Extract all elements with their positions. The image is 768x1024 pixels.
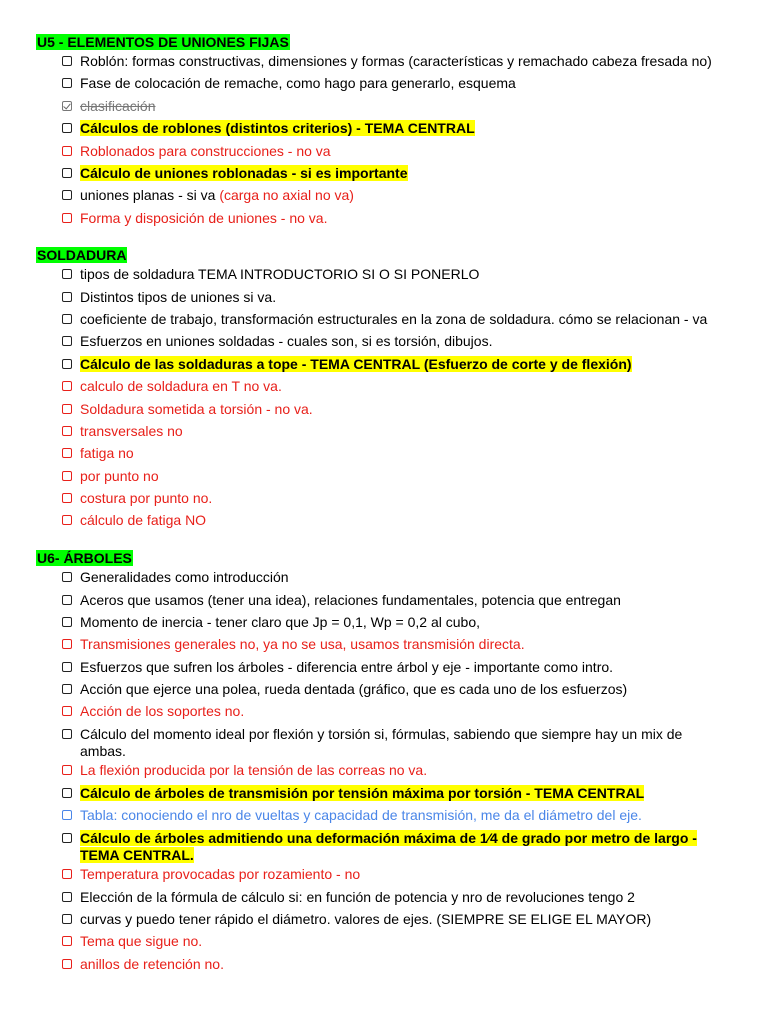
checklist-item-text bbox=[80, 933, 724, 950]
section-heading-text: U6- ÁRBOLES bbox=[37, 550, 132, 567]
checklist-item-text bbox=[80, 311, 724, 328]
checklist-item bbox=[0, 956, 768, 976]
checklist-item-text bbox=[80, 289, 724, 306]
item-text-segment: uniones planas - si va bbox=[80, 187, 220, 204]
checkbox[interactable] bbox=[62, 595, 72, 605]
checklist-item-text bbox=[80, 762, 724, 779]
checklist-item-text bbox=[80, 512, 724, 529]
section-heading bbox=[36, 549, 768, 568]
checklist-item-text bbox=[80, 98, 724, 115]
checklist-item-text bbox=[80, 889, 724, 906]
checkbox[interactable] bbox=[62, 706, 72, 716]
checkbox[interactable] bbox=[62, 833, 72, 843]
checklist-item-text bbox=[80, 614, 724, 631]
checklist-item bbox=[0, 785, 768, 805]
checklist-item bbox=[0, 762, 768, 782]
item-text-segment: Tabla: conociendo el nro de vueltas y capacidad de transmisión, me da el diámetro del eje. bbox=[80, 807, 642, 824]
checklist-item bbox=[0, 266, 768, 286]
item-text-segment: Cálculo de árboles admitiendo una deformación máxima de 1⁄4 de grado por metro de largo - TEMA CENTRAL. bbox=[80, 829, 697, 863]
checklist-item-text bbox=[80, 956, 724, 973]
checklist-item bbox=[0, 889, 768, 909]
section bbox=[0, 549, 768, 975]
checklist-item bbox=[0, 289, 768, 309]
item-text-segment: Acción de los soportes no. bbox=[80, 703, 245, 720]
checklist-item bbox=[0, 933, 768, 953]
checkbox[interactable] bbox=[62, 617, 72, 627]
item-text-segment: Forma y disposición de uniones - no va. bbox=[80, 209, 328, 226]
checkbox[interactable] bbox=[62, 314, 72, 324]
section-heading-text: SOLDADURA bbox=[37, 247, 127, 264]
checkbox[interactable] bbox=[62, 936, 72, 946]
checkbox[interactable] bbox=[62, 765, 72, 775]
checkbox[interactable] bbox=[62, 123, 72, 133]
checklist-item bbox=[0, 866, 768, 886]
item-text-segment: (carga no axial no va) bbox=[219, 187, 354, 204]
checkbox[interactable] bbox=[62, 662, 72, 672]
checklist-item-text bbox=[80, 356, 724, 373]
checklist-item-text bbox=[80, 445, 724, 462]
checkbox[interactable] bbox=[62, 78, 72, 88]
checkbox[interactable] bbox=[62, 515, 72, 525]
checklist-item-text bbox=[80, 785, 724, 802]
item-text-segment: Cálculos de roblones (distintos criterios) - TEMA CENTRAL bbox=[80, 120, 475, 137]
item-text-segment: transversales no bbox=[80, 422, 183, 439]
checklist-item bbox=[0, 187, 768, 207]
checklist-item bbox=[0, 98, 768, 118]
checklist-item-text bbox=[80, 703, 724, 720]
checklist-item-text bbox=[80, 569, 724, 586]
checklist-item-text bbox=[80, 468, 724, 485]
item-text-segment: Esfuerzos en uniones soldadas - cuales son, si es torsión, dibujos. bbox=[80, 333, 493, 350]
checkbox[interactable] bbox=[62, 190, 72, 200]
item-text-segment: cálculo de fatiga NO bbox=[80, 512, 207, 529]
checkbox[interactable] bbox=[62, 168, 72, 178]
checkbox[interactable] bbox=[62, 269, 72, 279]
checklist-item bbox=[0, 165, 768, 185]
checkbox[interactable] bbox=[62, 404, 72, 414]
item-text-segment: anillos de retención no. bbox=[80, 955, 224, 972]
checklist-item-text bbox=[80, 681, 724, 698]
section bbox=[0, 33, 768, 229]
checklist-item bbox=[0, 75, 768, 95]
checkbox[interactable] bbox=[62, 892, 72, 902]
checklist-item bbox=[0, 120, 768, 140]
checklist-item-text bbox=[80, 53, 724, 70]
checklist bbox=[0, 266, 768, 532]
checklist-item bbox=[0, 659, 768, 679]
checklist-item-text bbox=[80, 423, 724, 440]
checkbox[interactable] bbox=[62, 914, 72, 924]
checklist-item bbox=[0, 830, 768, 864]
checked-checkbox[interactable] bbox=[62, 101, 72, 111]
checkbox[interactable] bbox=[62, 426, 72, 436]
checkbox[interactable] bbox=[62, 381, 72, 391]
item-text-segment: Soldadura sometida a torsión - no va. bbox=[80, 400, 313, 417]
checklist-item-text bbox=[80, 333, 724, 350]
item-text-segment: Generalidades como introducción bbox=[80, 569, 289, 586]
checklist bbox=[0, 569, 768, 975]
item-text-segment: Cálculo de uniones roblonadas - si es importante bbox=[80, 164, 408, 181]
checklist-item-text bbox=[80, 490, 724, 507]
item-text-segment: Transmisiones generales no, ya no se usa, usamos transmisión directa. bbox=[80, 636, 525, 653]
section bbox=[0, 246, 768, 532]
section-heading-text: U5 - ELEMENTOS DE UNIONES FIJAS bbox=[37, 34, 289, 50]
item-text-segment: Cálculo de las soldaduras a tope - TEMA CENTRAL (Esfuerzo de corte y de flexión) bbox=[80, 355, 632, 372]
checklist-item bbox=[0, 468, 768, 488]
checklist-item bbox=[0, 53, 768, 73]
checklist-item bbox=[0, 143, 768, 163]
checkbox[interactable] bbox=[62, 213, 72, 223]
section-heading bbox=[36, 33, 768, 52]
checklist-item-text bbox=[80, 592, 724, 609]
checkbox[interactable] bbox=[62, 471, 72, 481]
checklist-item-text bbox=[80, 807, 724, 824]
item-text-segment: Roblón: formas constructivas, dimensiones y formas (características y remachado cabeza fresada no) bbox=[80, 53, 712, 69]
checklist-item bbox=[0, 569, 768, 589]
checkbox[interactable] bbox=[62, 810, 72, 820]
item-text-segment: Momento de inercia - tener claro que Jp = 0,1, Wp = 0,2 al cubo, bbox=[80, 613, 480, 630]
checkbox[interactable] bbox=[62, 336, 72, 346]
checkbox[interactable] bbox=[62, 869, 72, 879]
checklist-item bbox=[0, 636, 768, 656]
item-text-segment: Fase de colocación de remache, como hago para generarlo, esquema bbox=[80, 75, 516, 92]
checklist-item-text bbox=[80, 165, 724, 182]
checklist-item bbox=[0, 378, 768, 398]
checklist-item-text bbox=[80, 866, 724, 883]
item-text-segment: Esfuerzos que sufren los árboles - diferencia entre árbol y eje - importante como intro. bbox=[80, 658, 614, 675]
checkbox[interactable] bbox=[62, 493, 72, 503]
item-text-segment: costura por punto no. bbox=[80, 490, 213, 507]
checklist-item bbox=[0, 445, 768, 465]
item-text-segment: Roblonados para construcciones - no va bbox=[80, 142, 331, 159]
item-text-segment: Cálculo del momento ideal por flexión y torsión si, fórmulas, sabiendo que siempre hay un mix de ambas. bbox=[80, 725, 683, 759]
item-text-segment: coeficiente de trabajo, transformación estructurales en la zona de soldadura. cómo se relacionan - va bbox=[80, 311, 708, 328]
item-text-segment: clasificación bbox=[80, 97, 156, 114]
checklist bbox=[0, 53, 768, 229]
checklist-item bbox=[0, 512, 768, 532]
checklist-item-text bbox=[80, 120, 724, 137]
item-text-segment: curvas y puedo tener rápido el diámetro. valores de ejes. (SIEMPRE SE ELIGE EL MAYOR) bbox=[80, 911, 652, 927]
item-text-segment: Tema que sigue no. bbox=[80, 933, 203, 950]
checklist-item-text bbox=[80, 210, 724, 227]
checklist-item bbox=[0, 911, 768, 931]
checklist-item bbox=[0, 807, 768, 827]
item-text-segment: Acción que ejerce una polea, rueda dentada (gráfico, que es cada uno de los esfuerzos) bbox=[80, 681, 628, 697]
checklist-item-text bbox=[80, 830, 724, 864]
section-heading bbox=[36, 246, 768, 265]
checkbox[interactable] bbox=[62, 572, 72, 582]
checkbox[interactable] bbox=[62, 639, 72, 649]
checklist-item-text bbox=[80, 378, 724, 395]
checklist-item bbox=[0, 592, 768, 612]
checklist-item bbox=[0, 726, 768, 760]
checklist-item bbox=[0, 210, 768, 230]
checklist-item-text bbox=[80, 401, 724, 418]
item-text-segment: Temperatura provocadas por rozamiento - no bbox=[80, 866, 361, 883]
item-text-segment: por punto no bbox=[80, 467, 159, 484]
checklist-item bbox=[0, 681, 768, 701]
checkbox[interactable] bbox=[62, 56, 72, 66]
checklist-item-text bbox=[80, 75, 724, 92]
checkbox[interactable] bbox=[62, 448, 72, 458]
checkbox[interactable] bbox=[62, 684, 72, 694]
checklist-item bbox=[0, 311, 768, 331]
item-text-segment: Elección de la fórmula de cálculo si: en función de potencia y nro de revoluciones tengo 2 bbox=[80, 888, 635, 905]
checklist-item-text bbox=[80, 911, 724, 928]
item-text-segment: calculo de soldadura en T no va. bbox=[80, 378, 282, 395]
checklist-item-text bbox=[80, 143, 724, 160]
checkbox[interactable] bbox=[62, 292, 72, 302]
checklist-item bbox=[0, 333, 768, 353]
checklist-item bbox=[0, 490, 768, 510]
checklist-sections bbox=[0, 33, 768, 975]
checklist-item bbox=[0, 401, 768, 421]
checkbox[interactable] bbox=[62, 146, 72, 156]
item-text-segment: fatiga no bbox=[80, 445, 134, 462]
item-text-segment: La flexión producida por la tensión de las correas no va. bbox=[80, 762, 428, 779]
checkbox[interactable] bbox=[62, 959, 72, 969]
checklist-item-text bbox=[80, 659, 724, 676]
checklist-item bbox=[0, 356, 768, 376]
checkbox[interactable] bbox=[62, 359, 72, 369]
item-text-segment: Distintos tipos de uniones si va. bbox=[80, 288, 277, 305]
item-text-segment: Cálculo de árboles de transmisión por tensión máxima por torsión - TEMA CENTRAL bbox=[80, 784, 645, 801]
checklist-item-text bbox=[80, 726, 724, 760]
item-text-segment: tipos de soldadura TEMA INTRODUCTORIO SI O SI PONERLO bbox=[80, 266, 480, 283]
checklist-item bbox=[0, 703, 768, 723]
item-text-segment: Aceros que usamos (tener una idea), relaciones fundamentales, potencia que entregan bbox=[80, 591, 621, 608]
checklist-item-text bbox=[80, 266, 724, 283]
checkbox[interactable] bbox=[62, 729, 72, 739]
checklist-item-text bbox=[80, 187, 724, 204]
checklist-item bbox=[0, 423, 768, 443]
checkbox[interactable] bbox=[62, 788, 72, 798]
checklist-item-text bbox=[80, 636, 724, 653]
checklist-item bbox=[0, 614, 768, 634]
